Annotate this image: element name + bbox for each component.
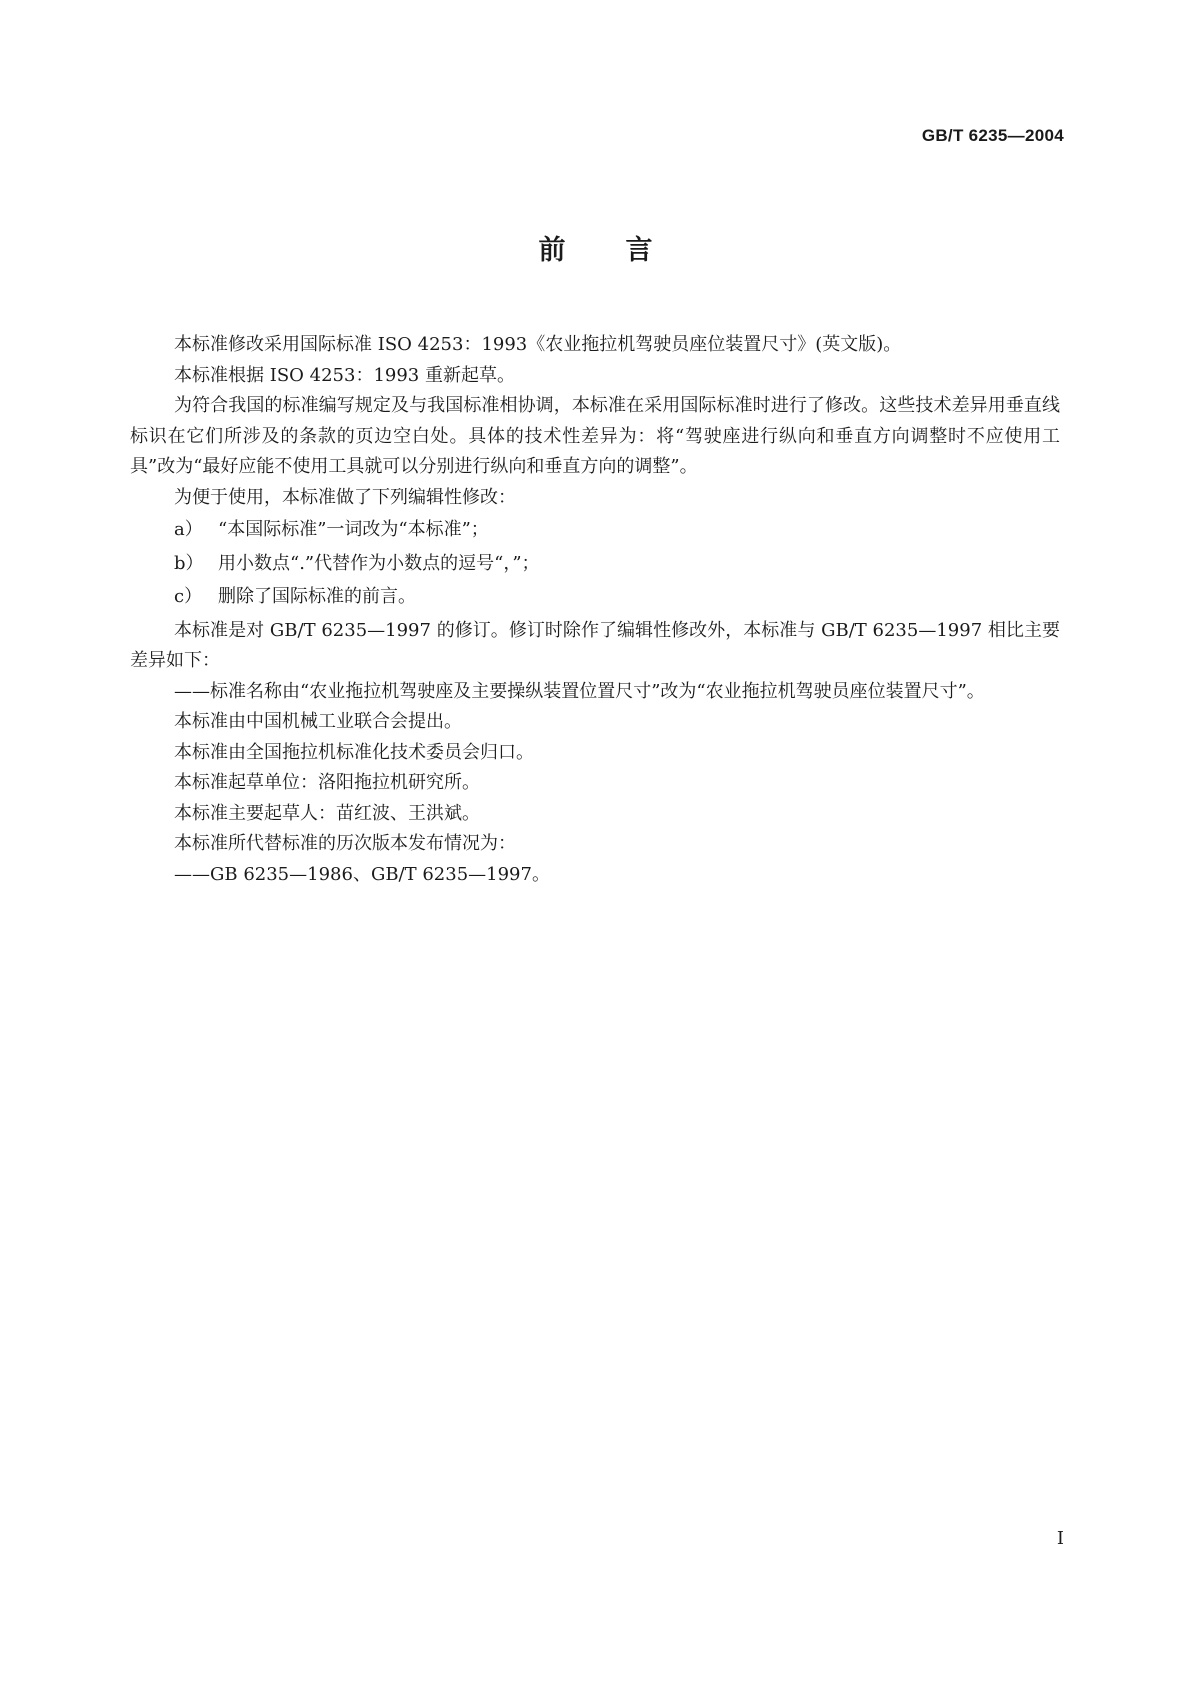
paragraph-drafting-unit: 本标准起草单位：洛阳拖拉机研究所。 [174,772,480,793]
list-item-label: a） [174,519,203,540]
standard-number: GB/T 6235—2004 [921,126,1064,145]
page-title: 前言 [538,235,713,266]
list-item [130,549,1060,580]
page-number: I [1056,1528,1064,1549]
list-item-text: 用小数点“.”代替作为小数点的逗号“，”； [218,552,540,574]
paragraph-revision: 本标准是对 GB/T 6235—1997 的修订。修订时除作了编辑性修改外，本标准与 GB/T 6235—1997 相比主要差异如下： [130,619,1060,671]
paragraph-redrafted: 本标准根据 ISO 4253：1993 重新起草。 [174,364,515,386]
foreword-body [130,330,1060,890]
paragraph-under-jurisdiction: 本标准由全国拖拉机标准化技术委员会归口。 [174,741,534,763]
list-item-label: c） [174,586,203,607]
paragraph-proposed-by: 本标准由中国机械工业联合会提出。 [174,711,462,732]
paragraph-adoption: 本标准修改采用国际标准 ISO 4253：1993《农业拖拉机驾驶员座位装置尺寸》(英文版)。 [174,334,902,355]
paragraph-drafters: 本标准主要起草人：苗红波、王洪斌。 [174,802,480,824]
paragraph-previous-editions: 本标准所代替标准的历次版本发布情况为： [174,833,516,854]
dash-item-name-change: ——标准名称由“农业拖拉机驾驶座及主要操纵装置位置尺寸”改为“农业拖拉机驾驶员座位装置尺寸”。 [174,680,985,702]
list-item [130,582,1060,613]
paragraph-technical-differences: 为符合我国的标准编写规定及与我国标准相协调，本标准在采用国际标准时进行了修改。这些技术差异用垂直线标识在它们所涉及的条款的页边空白处。具体的技术性差异为：将“驾驶座进行纵向和垂直方向调整时不应使用工具”改为“最好应能不使用工具就可以分别进行纵向和垂直方向的调整”。 [130,395,1060,477]
dash-item-previous-editions: ——GB 6235—1986、GB/T 6235—1997。 [174,863,550,885]
list-item-text: “本国际标准”一词改为“本标准”； [218,519,489,540]
paragraph-editorial-changes: 为便于使用，本标准做了下列编辑性修改： [174,486,516,508]
list-item [130,515,1060,546]
list-item-label: b） [174,552,204,574]
list-item-text: 删除了国际标准的前言。 [218,586,416,607]
